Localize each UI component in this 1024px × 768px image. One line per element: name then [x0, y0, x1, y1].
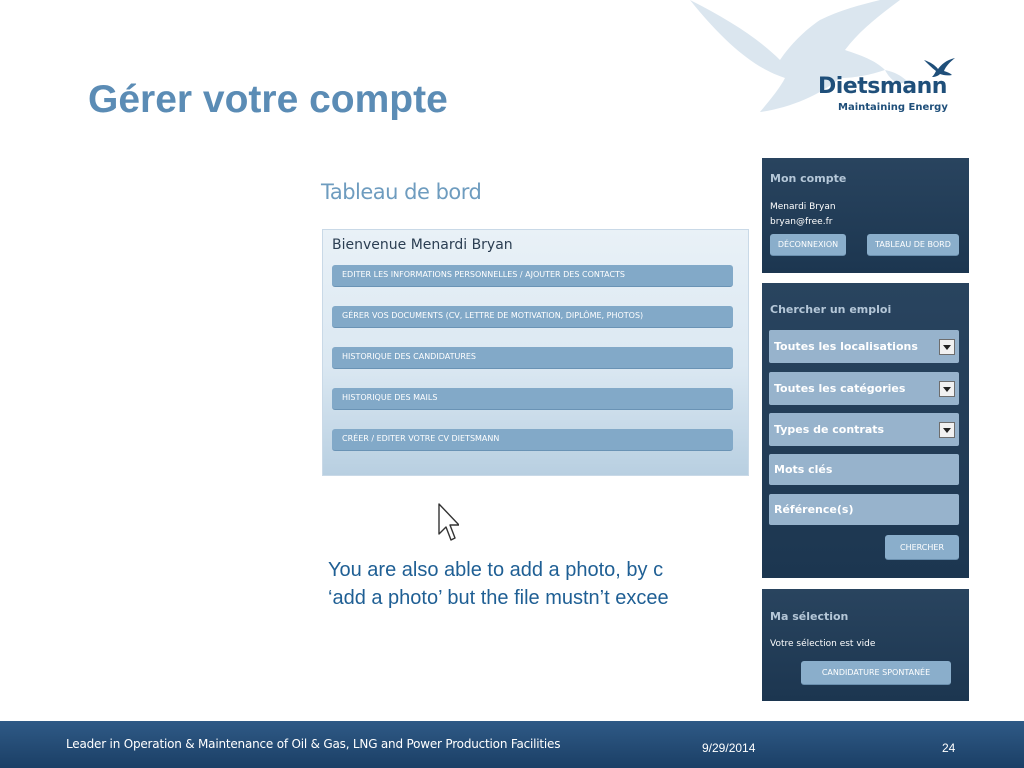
- footer-bar: [0, 721, 1024, 768]
- chevron-down-icon[interactable]: [939, 339, 955, 355]
- search-button-label: CHERCHER: [899, 543, 945, 552]
- category-select[interactable]: [769, 372, 959, 405]
- application-history-button[interactable]: [332, 347, 733, 369]
- contract-type-select[interactable]: [769, 413, 959, 446]
- slide-title: Gérer votre compte: [88, 78, 448, 121]
- manage-documents-button[interactable]: [332, 306, 733, 328]
- welcome-text: Bienvenue Menardi Bryan: [332, 237, 513, 253]
- create-cv-button[interactable]: [332, 429, 733, 451]
- dietsmann-logo: [818, 56, 963, 118]
- caption-line-2: ‘add a photo’ but the file mustn’t excee: [328, 587, 669, 609]
- chevron-down-icon[interactable]: [939, 381, 955, 397]
- mail-history-label: HISTORIQUE DES MAILS: [342, 393, 438, 402]
- dashboard-button-label: TABLEAU DE BORD: [875, 240, 951, 249]
- dashboard-title: Tableau de bord: [321, 180, 482, 204]
- selection-panel: [762, 589, 969, 701]
- location-select[interactable]: [769, 330, 959, 363]
- logout-button[interactable]: [770, 234, 846, 256]
- account-title: Mon compte: [770, 172, 847, 185]
- account-panel: [762, 158, 969, 273]
- logo-tagline: Maintaining Energy: [838, 102, 948, 113]
- caption-line-1: You are also able to add a photo, by c: [328, 559, 664, 581]
- caption-text: [328, 556, 762, 612]
- location-select-value: Toutes les localisations: [774, 340, 918, 353]
- job-search-panel: [762, 283, 969, 578]
- spontaneous-application-label: CANDIDATURE SPONTANÉE: [821, 668, 931, 677]
- mouse-cursor-icon: [437, 502, 459, 544]
- job-search-title: Chercher un emploi: [770, 303, 892, 316]
- selection-title: Ma sélection: [770, 610, 849, 623]
- logo-wordmark: Dietsmann: [818, 74, 947, 99]
- mail-history-button[interactable]: [332, 388, 733, 410]
- dashboard-button[interactable]: [867, 234, 959, 256]
- edit-personal-info-button[interactable]: [332, 265, 733, 287]
- create-cv-label: CRÉER / EDITER VOTRE CV DIETSMANN: [342, 434, 500, 443]
- logout-label: DÉCONNEXION: [777, 240, 839, 249]
- user-email: bryan@free.fr: [770, 217, 833, 227]
- chevron-down-icon[interactable]: [939, 422, 955, 438]
- category-select-value: Toutes les catégories: [774, 382, 906, 395]
- user-name: Menardi Bryan: [770, 202, 836, 212]
- application-history-label: HISTORIQUE DES CANDIDATURES: [342, 352, 477, 361]
- footer-tagline: Leader in Operation & Maintenance of Oil & Gas, LNG and Power Production Facilities: [66, 737, 561, 751]
- page-number: 24: [942, 741, 956, 755]
- reference-input[interactable]: [769, 494, 959, 525]
- footer-date: 9/29/2014: [702, 741, 756, 755]
- search-button[interactable]: [885, 535, 959, 560]
- keywords-input[interactable]: [769, 454, 959, 485]
- selection-empty-text: Votre sélection est vide: [770, 639, 876, 649]
- dashboard-panel: [322, 229, 749, 476]
- spontaneous-application-button[interactable]: [801, 661, 951, 685]
- edit-personal-info-label: EDITER LES INFORMATIONS PERSONNELLES / AJOUTER DES CONTACTS: [342, 270, 625, 279]
- manage-documents-label: GÉRER VOS DOCUMENTS (CV, LETTRE DE MOTIVATION, DIPLÔME, PHOTOS): [342, 311, 644, 320]
- contract-type-select-value: Types de contrats: [774, 423, 885, 436]
